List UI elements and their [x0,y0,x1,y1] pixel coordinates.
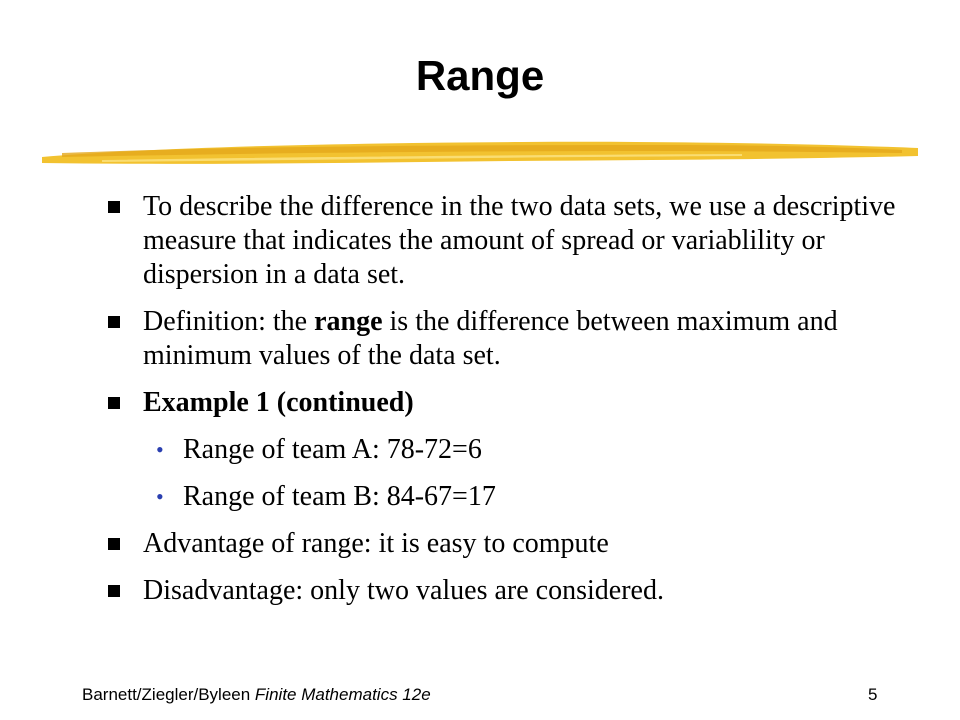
footer-book-title: Finite Mathematics 12e [254,685,431,704]
bullet-item [108,305,908,373]
sub-bullet-item [108,480,908,514]
square-bullet-icon [108,397,120,409]
bullet-text-post: is the difference between maximum and minimum values of the data set. [143,306,838,371]
square-bullet-icon [108,585,120,597]
bullet-text-pre: Definition: the [143,306,315,337]
square-bullet-icon [108,316,120,328]
dot-bullet-icon: • [156,437,164,462]
bullet-list [108,190,908,621]
bullet-item [108,190,908,292]
bullet-text-bold: range [314,306,383,337]
bullet-item [108,527,908,561]
page-number: 5 [868,685,878,704]
footer-authors: Barnett/Ziegler/Byleen [82,685,255,704]
dot-bullet-icon: • [156,484,164,509]
sub-bullet-text: Range of team A: 78-72=6 [183,434,482,465]
square-bullet-icon [108,201,120,213]
sub-bullet-item [108,433,908,467]
bullet-text: To describe the difference in the two data sets, we use a descriptive measure that indicates the amount of spread or variablility or dispersion in a data set. [143,191,896,290]
bullet-text: Example 1 (continued) [143,387,414,418]
brush-stroke-divider [42,133,918,173]
sub-bullet-text: Range of team B: 84-67=17 [183,481,496,512]
bullet-text: Disadvantage: only two values are considered. [143,575,664,606]
bullet-item [108,574,908,608]
square-bullet-icon [108,538,120,550]
slide-title: Range [415,52,545,99]
bullet-item [108,386,908,420]
bullet-text: Advantage of range: it is easy to compute [143,528,609,559]
footer-citation [82,685,431,705]
